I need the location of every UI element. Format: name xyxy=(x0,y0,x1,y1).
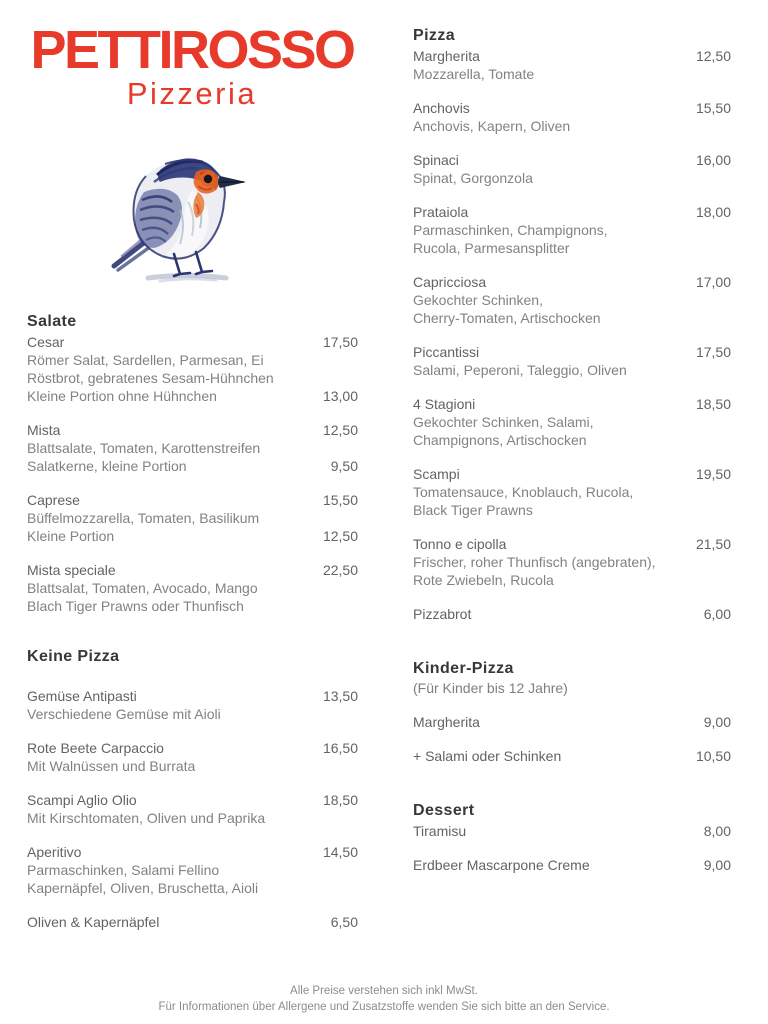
item-price: 18,00 xyxy=(695,204,731,220)
menu-item-name-row xyxy=(413,747,731,765)
footer-note xyxy=(0,984,768,1015)
item-name: Mista speciale xyxy=(27,562,116,578)
menu-item-name-row xyxy=(413,99,731,117)
item-name: Anchovis xyxy=(413,100,470,116)
menu-item-name-row xyxy=(27,739,358,757)
item-description-text: Spinat, Gorgonzola xyxy=(413,170,533,186)
menu-item xyxy=(413,395,731,449)
item-name: + Salami oder Schinken xyxy=(413,748,562,764)
item-price: 10,50 xyxy=(695,748,731,764)
item-price: 19,50 xyxy=(695,466,731,482)
section-title: Salate xyxy=(27,313,77,330)
menu-item-name-row xyxy=(413,203,731,221)
item-price: 13,50 xyxy=(322,688,358,704)
menu-item-name-row xyxy=(27,491,358,509)
item-description-line xyxy=(413,571,731,589)
item-price: 17,50 xyxy=(322,334,358,350)
item-name: Caprese xyxy=(27,492,80,508)
item-description-text: Rucola, Parmesansplitter xyxy=(413,240,570,256)
item-description-line xyxy=(413,361,731,379)
item-description-line xyxy=(27,439,358,457)
item-description-text: Cherry-Tomaten, Artischocken xyxy=(413,310,601,326)
item-name: Margherita xyxy=(413,48,480,64)
item-description-line xyxy=(27,579,358,597)
item-name: Tiramisu xyxy=(413,823,467,839)
item-description-text: Kleine Portion ohne Hühnchen xyxy=(27,388,217,404)
item-description-text: Röstbrot, gebratenes Sesam-Hühnchen xyxy=(27,370,274,386)
item-name: Spinaci xyxy=(413,152,459,168)
brand-subtitle: Pizzeria xyxy=(126,76,258,111)
item-description-text: Mit Kirschtomaten, Oliven und Paprika xyxy=(27,810,266,826)
item-price: 16,50 xyxy=(322,740,358,756)
item-description-line xyxy=(27,757,358,775)
menu-item xyxy=(413,343,731,379)
item-name: Rote Beete Carpaccio xyxy=(27,740,164,756)
menu-column-right xyxy=(413,27,731,874)
menu-item-name-row xyxy=(413,395,731,413)
item-price: 12,50 xyxy=(322,422,358,438)
item-name: Prataiola xyxy=(413,204,469,220)
menu-column-left xyxy=(27,313,358,931)
item-description-line xyxy=(27,387,358,405)
item-name: Aperitivo xyxy=(27,844,82,860)
item-description-line xyxy=(413,501,731,519)
menu-item-name-row xyxy=(413,273,731,291)
item-price: 15,50 xyxy=(322,492,358,508)
item-description-line xyxy=(413,65,731,83)
item-description-text: Parmaschinken, Salami Fellino xyxy=(27,862,220,878)
item-price: 6,50 xyxy=(330,914,358,930)
item-name: Cesar xyxy=(27,334,65,350)
item-sub-price: 9,50 xyxy=(330,458,358,474)
menu-item-name-row xyxy=(413,343,731,361)
menu-item xyxy=(413,99,731,135)
item-description-line xyxy=(27,351,358,369)
item-description-text: Salami, Peperoni, Taleggio, Oliven xyxy=(413,362,627,378)
item-name: 4 Stagioni xyxy=(413,396,476,412)
section-salate xyxy=(27,313,358,615)
section-title: Keine Pizza xyxy=(27,648,120,665)
item-description-text: Gekochter Schinken, xyxy=(413,292,543,308)
item-description-text: Rote Zwiebeln, Rucola xyxy=(413,572,554,588)
section-title: Pizza xyxy=(413,27,456,44)
item-description-text: Black Tiger Prawns xyxy=(413,502,533,518)
item-price: 17,00 xyxy=(695,274,731,290)
menu-item xyxy=(413,747,731,765)
item-description-text: Kapernäpfel, Oliven, Bruschetta, Aioli xyxy=(27,880,259,896)
item-price: 17,50 xyxy=(695,344,731,360)
item-name: Capricciosa xyxy=(413,274,487,290)
brand-header xyxy=(22,20,362,111)
menu-item xyxy=(413,273,731,327)
item-name: Oliven & Kapernäpfel xyxy=(27,914,160,930)
menu-item-name-row xyxy=(413,856,731,874)
item-description-line xyxy=(27,861,358,879)
section-keine-pizza xyxy=(27,648,358,931)
item-sub-price: 13,00 xyxy=(322,388,358,404)
item-description-text: Tomatensauce, Knoblauch, Rucola, xyxy=(413,484,634,500)
item-description-text: Frischer, roher Thunfisch (angebraten), xyxy=(413,554,656,570)
item-description-line xyxy=(27,527,358,545)
menu-item xyxy=(27,333,358,405)
item-price: 15,50 xyxy=(695,100,731,116)
item-description-text: Blach Tiger Prawns oder Thunfisch xyxy=(27,598,244,614)
item-price: 18,50 xyxy=(695,396,731,412)
menu-item xyxy=(413,47,731,83)
menu-item xyxy=(413,203,731,257)
item-name: Tonno e cipolla xyxy=(413,536,507,552)
item-description-text: Gekochter Schinken, Salami, xyxy=(413,414,594,430)
menu-item-name-row xyxy=(413,713,731,731)
menu-item xyxy=(413,465,731,519)
menu-item xyxy=(413,822,731,840)
item-price: 14,50 xyxy=(322,844,358,860)
item-description-text: Salatkerne, kleine Portion xyxy=(27,458,187,474)
item-description-text: Parmaschinken, Champignons, xyxy=(413,222,608,238)
item-description-line xyxy=(413,221,731,239)
item-price: 6,00 xyxy=(703,606,731,622)
menu-item xyxy=(27,561,358,615)
item-description-line xyxy=(27,509,358,527)
item-price: 9,00 xyxy=(703,857,731,873)
item-description-line xyxy=(413,483,731,501)
item-description-text: Mit Walnüssen und Burrata xyxy=(27,758,196,774)
item-description-line xyxy=(413,291,731,309)
menu-item-name-row xyxy=(27,421,358,439)
item-price: 18,50 xyxy=(322,792,358,808)
menu-item-name-row xyxy=(27,913,358,931)
item-name: Pizzabrot xyxy=(413,606,472,622)
item-description-line xyxy=(413,117,731,135)
item-price: 21,50 xyxy=(695,536,731,552)
menu-item xyxy=(413,713,731,731)
item-description-line xyxy=(27,879,358,897)
menu-item-name-row xyxy=(413,605,731,623)
item-description-line xyxy=(27,597,358,615)
menu-item-name-row xyxy=(413,535,731,553)
item-price: 9,00 xyxy=(703,714,731,730)
robin-bird-icon xyxy=(108,152,258,284)
section-pizza xyxy=(413,27,731,623)
item-description-line xyxy=(413,413,731,431)
menu-item xyxy=(27,491,358,545)
item-description-line xyxy=(413,309,731,327)
menu-item-name-row xyxy=(413,151,731,169)
section-dessert xyxy=(413,802,731,874)
menu-item-name-row xyxy=(413,47,731,65)
menu-item xyxy=(27,739,358,775)
item-name: Mista xyxy=(27,422,61,438)
menu-item-name-row xyxy=(413,465,731,483)
item-description-line xyxy=(413,239,731,257)
item-description-text: Mozzarella, Tomate xyxy=(413,66,535,82)
menu-item-name-row xyxy=(413,822,731,840)
menu-item xyxy=(27,913,358,931)
item-description-text: Blattsalat, Tomaten, Avocado, Mango xyxy=(27,580,258,596)
item-name: Scampi xyxy=(413,466,460,482)
menu-item-name-row xyxy=(27,333,358,351)
item-description-text: Römer Salat, Sardellen, Parmesan, Ei xyxy=(27,352,264,368)
item-name: Erdbeer Mascarpone Creme xyxy=(413,857,590,873)
item-description-text: Champignons, Artischocken xyxy=(413,432,587,448)
menu-item xyxy=(413,151,731,187)
item-description-text: Anchovis, Kapern, Oliven xyxy=(413,118,571,134)
item-description-text: Kleine Portion xyxy=(27,528,115,544)
item-description-line xyxy=(27,705,358,723)
item-description-line xyxy=(27,369,358,387)
section-title: Dessert xyxy=(413,802,475,819)
item-description-text: Blattsalate, Tomaten, Karottenstreifen xyxy=(27,440,261,456)
menu-item-name-row xyxy=(27,843,358,861)
item-name: Gemüse Antipasti xyxy=(27,688,137,704)
item-sub-price: 12,50 xyxy=(322,528,358,544)
item-price: 22,50 xyxy=(322,562,358,578)
item-price: 16,00 xyxy=(695,152,731,168)
item-name: Scampi Aglio Olio xyxy=(27,792,137,808)
footer-note-line2: Für Informationen über Allergene und Zusatzstoffe wenden Sie sich bitte an den Service. xyxy=(158,1000,610,1013)
item-description-text: Büffelmozzarella, Tomaten, Basilikum xyxy=(27,510,260,526)
section-kinder-pizza xyxy=(413,660,731,765)
menu-item xyxy=(27,791,358,827)
menu-item xyxy=(413,856,731,874)
menu-item-name-row xyxy=(27,687,358,705)
menu-item xyxy=(413,605,731,623)
menu-item-name-row xyxy=(27,561,358,579)
menu-item xyxy=(27,843,358,897)
item-description-text: Verschiedene Gemüse mit Aioli xyxy=(27,706,221,722)
item-name: Margherita xyxy=(413,714,480,730)
menu-item xyxy=(27,421,358,475)
menu-item-name-row xyxy=(27,791,358,809)
item-price: 12,50 xyxy=(695,48,731,64)
item-description-line xyxy=(413,553,731,571)
item-description-line xyxy=(413,431,731,449)
item-description-line xyxy=(413,169,731,187)
menu-item xyxy=(413,535,731,589)
item-name: Piccantissi xyxy=(413,344,480,360)
item-description-line xyxy=(27,809,358,827)
brand-title: PETTIROSSO xyxy=(30,20,354,80)
footer-note-line1: Alle Preise verstehen sich inkl MwSt. xyxy=(290,985,478,997)
menu-item xyxy=(27,687,358,723)
item-description-line xyxy=(27,457,358,475)
section-subtitle: (Für Kinder bis 12 Jahre) xyxy=(413,680,568,696)
item-price: 8,00 xyxy=(703,823,731,839)
section-title: Kinder-Pizza xyxy=(413,660,514,677)
